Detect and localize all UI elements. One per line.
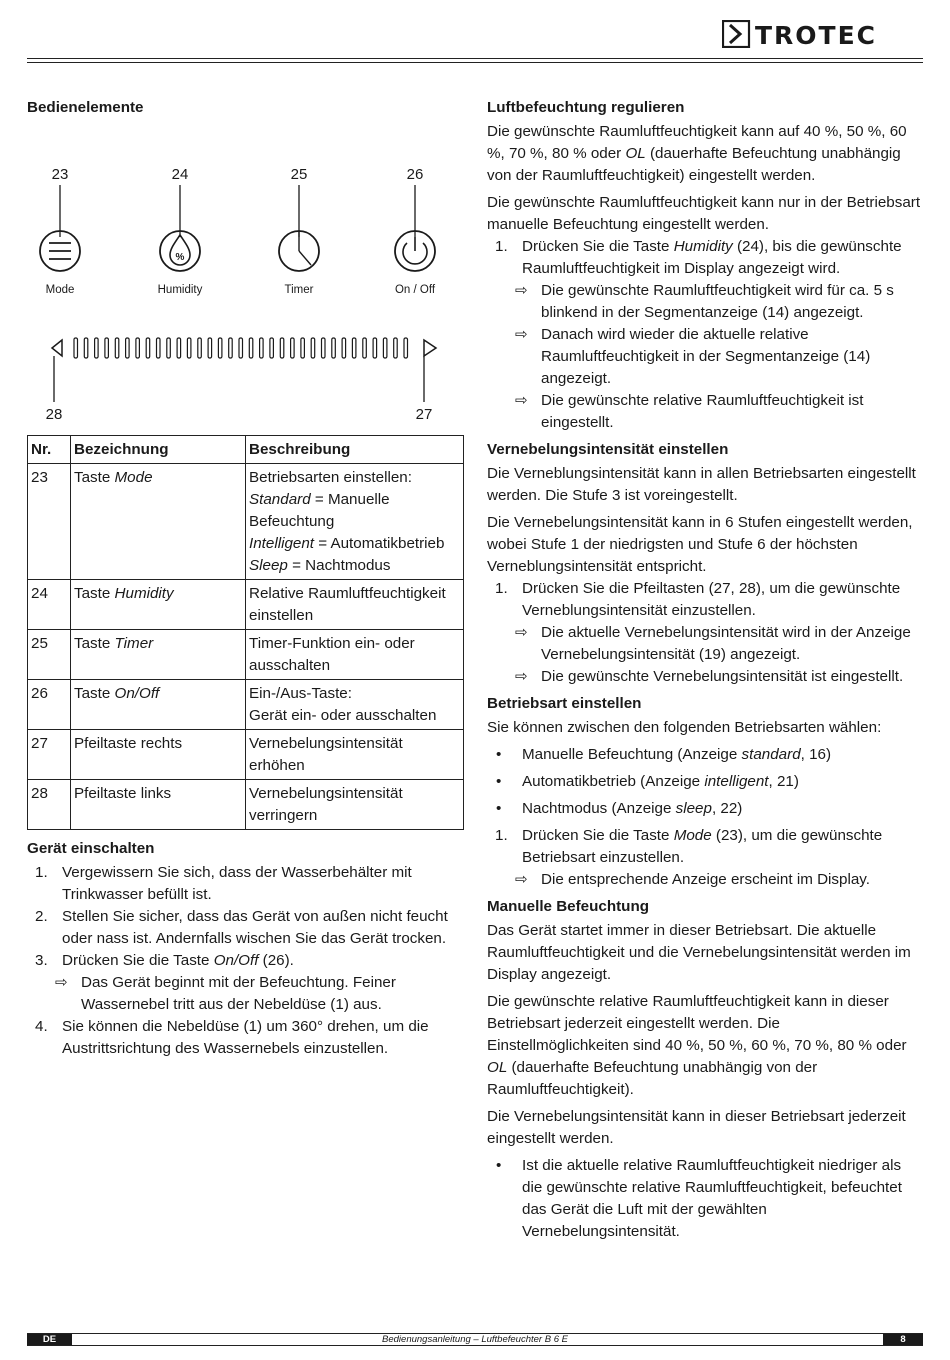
cell-desc: Relative Raumluftfeuchtigkeit einstellen xyxy=(246,580,464,630)
paragraph: Die Vernebelungsintensität kann in 6 Stufen eingestellt werden, wobei Stufe 1 der niedrigsten und Stufe 6 der höchsten Verneblungsintensität entspricht. xyxy=(487,514,913,575)
list-item: • Nachtmodus (Anzeige sleep, 22) xyxy=(487,798,923,820)
label-humidity: Humidity xyxy=(157,284,203,296)
cell-nr: 26 xyxy=(28,680,71,730)
cell-name: Pfeiltaste rechts xyxy=(71,730,246,780)
power-icon[interactable] xyxy=(395,231,435,271)
table-row xyxy=(28,464,464,580)
section-heading-switch-on: Gerät einschalten xyxy=(27,840,155,857)
result-arrow-icon: ⇨ xyxy=(515,282,528,299)
language-badge: DE xyxy=(27,1334,72,1345)
callout-23: 23 xyxy=(51,166,69,183)
segment-bar xyxy=(208,338,212,358)
cell-nr: 28 xyxy=(28,780,71,830)
paragraph: Die Vernebelungsintensität kann in dieser Betriebsart jederzeit eingestellt werden. xyxy=(487,1108,906,1147)
list-item: • Automatikbetrieb (Anzeige intelligent, 21) xyxy=(487,771,923,793)
section-heading-mode: Betriebsart einstellen xyxy=(487,695,642,712)
list-item: ⇨ Die entsprechende Anzeige erscheint im Display. xyxy=(487,869,923,891)
segment-bar xyxy=(229,338,233,358)
segment-bar xyxy=(363,338,367,358)
callout-24: 24 xyxy=(171,166,189,183)
segment-bar xyxy=(198,338,202,358)
result-arrow-icon: ⇨ xyxy=(515,624,528,641)
th-nr: Nr. xyxy=(28,436,71,464)
callout-25: 25 xyxy=(290,166,308,183)
result-arrow-icon: ⇨ xyxy=(515,871,528,888)
segment-bar xyxy=(280,338,284,358)
list-item: • Manuelle Befeuchtung (Anzeige standard, 16) xyxy=(487,744,923,766)
bullet-icon: • xyxy=(496,1157,502,1174)
list-item: 3. Drücken Sie die Taste On/Off (26). xyxy=(35,952,294,969)
segment-bar xyxy=(84,338,88,358)
segment-bar xyxy=(95,338,99,358)
segment-bar xyxy=(301,338,305,358)
bullet-icon: • xyxy=(496,800,502,817)
list-item: 2. Stellen Sie sicher, dass das Gerät von außen nicht feucht oder nass ist. Andernfalls wischen Sie das Gerät trocken. xyxy=(35,908,448,947)
result-arrow-icon: ⇨ xyxy=(515,392,528,409)
left-column xyxy=(27,97,464,1060)
page-number: 8 xyxy=(883,1334,923,1345)
list-item: ⇨ Die gewünschte relative Raumluftfeuchtigkeit ist eingestellt. xyxy=(515,392,864,431)
bullet-icon: • xyxy=(496,746,502,763)
header-rule xyxy=(27,58,923,59)
brand-name: TROTEC xyxy=(755,21,878,48)
mist-level-bar xyxy=(74,338,408,358)
document-title: Bedienungsanleitung – Luftbefeuchter B 6 E xyxy=(382,1334,568,1345)
right-column xyxy=(487,97,923,1248)
segment-bar xyxy=(352,338,356,358)
controls-table xyxy=(27,435,464,830)
segment-bar xyxy=(115,338,119,358)
table-row xyxy=(28,730,464,780)
section-heading-mist: Vernebelungsintensität einstellen xyxy=(487,441,729,458)
cell-nr: 25 xyxy=(28,630,71,680)
segment-bar xyxy=(260,338,264,358)
segment-bar xyxy=(105,338,109,358)
table-row xyxy=(28,630,464,680)
cell-desc: Vernebelungsintensität erhöhen xyxy=(246,730,464,780)
list-item: 1. Vergewissern Sie sich, dass der Wasserbehälter mit Trinkwasser befüllt ist. xyxy=(35,864,412,903)
segment-bar xyxy=(218,338,222,358)
th-name: Bezeichnung xyxy=(71,436,246,464)
cell-desc: Timer-Funktion ein- oder ausschalten xyxy=(246,630,464,680)
bullet-icon: • xyxy=(496,773,502,790)
segment-bar xyxy=(177,338,181,358)
paragraph: Das Gerät startet immer in dieser Betriebsart. Die aktuelle Raumluftfeuchtigkeit und die Vernebelungsintensität werden im Display angezeigt. xyxy=(487,922,911,983)
list-item: 4. Sie können die Nebeldüse (1) um 360° drehen, um die Austrittsrichtung des Wassernebels einzustellen. xyxy=(35,1018,429,1057)
table-row xyxy=(28,580,464,630)
cell-name: Taste Timer xyxy=(71,630,246,680)
arrow-right-icon[interactable] xyxy=(424,340,436,356)
timer-icon[interactable] xyxy=(279,231,319,271)
paragraph: Die Verneblungsintensität kann in allen Betriebsarten eingestellt werden. Die Stufe 3 ist voreingestellt. xyxy=(487,465,916,504)
arrow-left-icon[interactable] xyxy=(52,340,62,356)
list-item: ⇨ Die gewünschte Vernebelungsintensität ist eingestellt. xyxy=(487,666,923,688)
paragraph: Die gewünschte relative Raumluftfeuchtigkeit kann in dieser Betriebsart jederzeit eingestellt werden. Die Einstellmöglichkeiten sind 40 %, 50 %, 60 %, 70 %, 80 % oder OL (dauerhafte Befeuchtung unabhängig von der Raumluftfeuchtigkeit). xyxy=(487,993,907,1098)
cell-nr: 27 xyxy=(28,730,71,780)
cell-name: Pfeiltaste links xyxy=(71,780,246,830)
callout-26: 26 xyxy=(406,166,424,183)
list-item: 1. Drücken Sie die Taste Mode (23), um die gewünschte Betriebsart einzustellen. xyxy=(495,827,883,866)
cell-desc: Betriebsarten einstellen: Standard = Manuelle Befeuchtung Intelligent = Automatikbetrieb Sleep = Nachtmodus xyxy=(246,464,464,580)
label-mode: Mode xyxy=(45,284,75,296)
segment-bar xyxy=(167,338,171,358)
th-desc: Beschreibung xyxy=(246,436,464,464)
segment-bar xyxy=(74,338,78,358)
segment-bar xyxy=(332,338,336,358)
paragraph: Die gewünschte Raumluftfeuchtigkeit kann nur in der Betriebsart manuelle Befeuchtung eingestellt werden. xyxy=(487,194,921,233)
section-heading-manual: Manuelle Befeuchtung xyxy=(487,898,650,915)
segment-bar xyxy=(157,338,161,358)
table-row xyxy=(28,680,464,730)
section-heading-humidity: Luftbefeuchtung regulieren xyxy=(487,99,685,116)
cell-nr: 24 xyxy=(28,580,71,630)
result-arrow-icon: ⇨ xyxy=(515,668,528,685)
segment-bar xyxy=(404,338,408,358)
result-arrow-icon: ⇨ xyxy=(515,326,528,343)
callout-28: 28 xyxy=(45,406,63,423)
header-rule-inner xyxy=(27,62,923,63)
table-header-row xyxy=(28,436,464,464)
cell-desc: Ein-/Aus-Taste: Gerät ein- oder ausschalten xyxy=(246,680,464,730)
segment-bar xyxy=(187,338,191,358)
segment-bar xyxy=(136,338,140,358)
result-arrow-icon: ⇨ xyxy=(55,974,68,991)
humidity-percent: % xyxy=(175,252,185,263)
paragraph: Die gewünschte Raumluftfeuchtigkeit kann auf 40 %, 50 %, 60 %, 70 %, 80 % oder OL (dauerhafte Befeuchtung unabhängig von der Raumluftfeuchtigkeit) eingestellt werden. xyxy=(487,123,907,184)
segment-bar xyxy=(322,338,326,358)
segment-bar xyxy=(291,338,295,358)
segment-bar xyxy=(126,338,130,358)
label-onoff: On / Off xyxy=(394,284,436,296)
list-item: ⇨ Die gewünschte Raumluftfeuchtigkeit wird für ca. 5 s blinkend in der Segmentanzeige (14) angezeigt. xyxy=(515,282,894,321)
list-item: ⇨ Danach wird wieder die aktuelle relative Raumluftfeuchtigkeit in der Segmentanzeige (14) angezeigt. xyxy=(515,326,871,387)
segment-bar xyxy=(249,338,253,358)
list-item: ⇨ Die aktuelle Vernebelungsintensität wird in der Anzeige Vernebelungsintensität (19) angezeigt. xyxy=(515,624,911,663)
segment-bar xyxy=(311,338,315,358)
list-item: 1. Drücken Sie die Taste Humidity (24), bis die gewünschte Raumluftfeuchtigkeit im Display angezeigt wird. xyxy=(495,238,902,277)
cell-name: Taste On/Off xyxy=(71,680,246,730)
segment-bar xyxy=(342,338,346,358)
segment-bar xyxy=(383,338,387,358)
page-footer xyxy=(27,1333,923,1346)
list-item: • Ist die aktuelle relative Raumluftfeuchtigkeit niedriger als die gewünschte relative Raumluftfeuchtigkeit, befeuchtet das Gerät die Luft mit der gewählten Vernebelungsintensität. xyxy=(496,1157,902,1240)
list-item: ⇨ Das Gerät beginnt mit der Befeuchtung. Feiner Wassernebel tritt aus der Nebeldüse (1) aus. xyxy=(55,974,396,1013)
label-timer: Timer xyxy=(284,284,314,296)
control-panel-diagram xyxy=(27,127,464,427)
callout-27: 27 xyxy=(415,406,433,423)
table-row xyxy=(28,780,464,830)
segment-bar xyxy=(146,338,150,358)
section-heading-controls: Bedienelemente xyxy=(27,99,144,116)
trotec-logo xyxy=(722,20,922,48)
cell-desc: Vernebelungsintensität verringern xyxy=(246,780,464,830)
list-item: 1. Drücken Sie die Pfeiltasten (27, 28), um die gewünschte Verneblungsintensität einzustellen. xyxy=(495,580,901,619)
segment-bar xyxy=(239,338,243,358)
cell-name: Taste Humidity xyxy=(71,580,246,630)
segment-bar xyxy=(373,338,377,358)
segment-bar xyxy=(270,338,274,358)
cell-nr: 23 xyxy=(28,464,71,580)
cell-name: Taste Mode xyxy=(71,464,246,580)
paragraph: Sie können zwischen den folgenden Betriebsarten wählen: xyxy=(487,719,882,736)
segment-bar xyxy=(394,338,398,358)
